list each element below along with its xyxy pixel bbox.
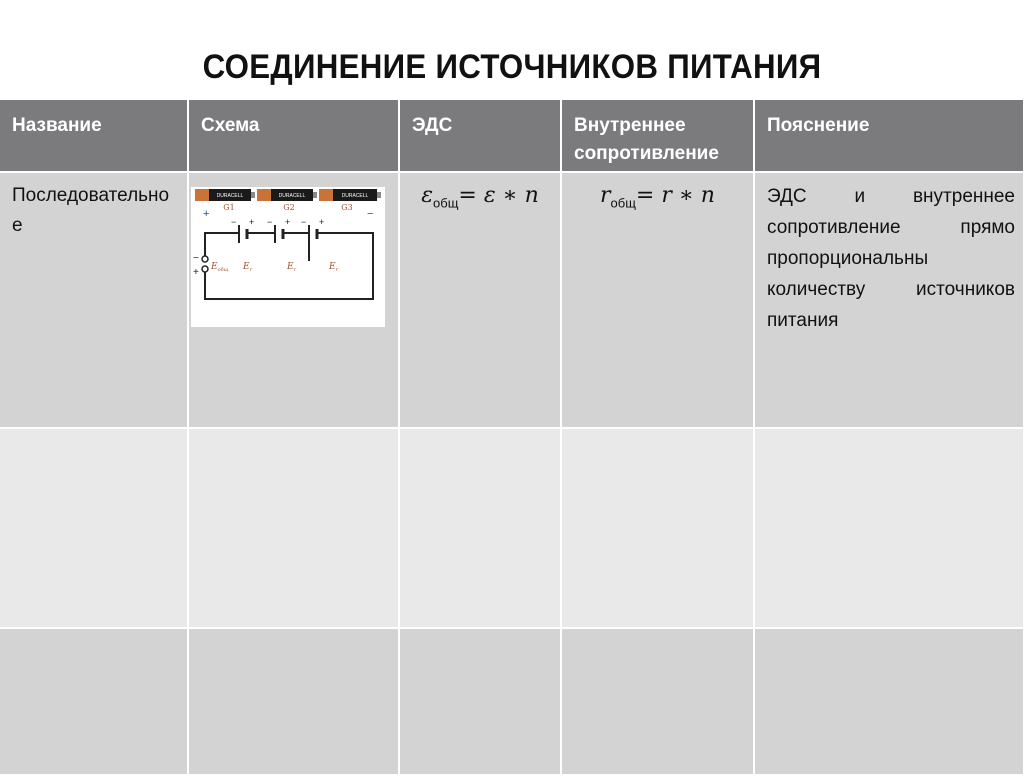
header-explanation: Пояснение xyxy=(754,100,1024,172)
svg-text:+: + xyxy=(249,217,255,227)
page-title: СОЕДИНЕНИЕ ИСТОЧНИКОВ ПИТАНИЯ xyxy=(202,48,822,86)
empty-cell xyxy=(0,628,188,775)
battery-g3 xyxy=(319,189,381,201)
table-row xyxy=(0,628,1024,775)
empty-cell xyxy=(188,628,399,775)
header-name: Название xyxy=(0,100,188,172)
svg-text:+: + xyxy=(285,217,291,227)
label-g2: G2 xyxy=(283,203,295,212)
emf-formula: $\varepsilon_{общ}= \varepsilon$ ∗ n xyxy=(421,183,539,211)
explanation-text: ЭДС и внутреннее сопротивление прямо пропорциональны количеству источников питания xyxy=(767,186,1015,331)
connection-table xyxy=(0,100,1024,776)
plus-sign-terminal: + xyxy=(193,267,199,278)
empty-cell xyxy=(399,628,561,775)
minus-sign-top: − xyxy=(367,208,374,220)
label-g1: G1 xyxy=(223,203,235,212)
battery-g2 xyxy=(257,189,317,201)
emf-label-1: $E_r$ xyxy=(243,262,252,273)
svg-text:−: − xyxy=(301,217,307,227)
emf-label-2: $E_r$ xyxy=(287,262,296,273)
battery-g1 xyxy=(195,189,255,201)
minus-sign-terminal: − xyxy=(193,253,199,264)
connection-type-label: Последовательное xyxy=(12,185,170,236)
plus-sign-top: + xyxy=(203,208,210,220)
svg-text:DURACELL: DURACELL xyxy=(341,193,369,199)
resistance-formula: $r_{общ}= r$ ∗ n xyxy=(600,183,715,211)
cell-internal-resistance xyxy=(561,172,754,428)
table-row xyxy=(0,428,1024,628)
svg-text:−: − xyxy=(267,217,273,227)
table-header-row xyxy=(0,100,1024,172)
empty-cell xyxy=(561,628,754,775)
cell-name xyxy=(0,172,188,428)
label-g3: G3 xyxy=(341,203,353,212)
empty-cell xyxy=(188,428,399,628)
empty-cell xyxy=(561,428,754,628)
cell-schema xyxy=(188,172,399,428)
svg-text:−: − xyxy=(231,217,237,227)
header-internal-resistance: Внутреннее сопротивление xyxy=(561,100,754,172)
svg-text:DURACELL: DURACELL xyxy=(216,193,244,199)
emf-total-label: $E_{общ}$ xyxy=(211,262,229,273)
svg-text:DURACELL: DURACELL xyxy=(278,193,306,199)
header-emf: ЭДС xyxy=(399,100,561,172)
header-schema: Схема xyxy=(188,100,399,172)
empty-cell xyxy=(399,428,561,628)
empty-cell xyxy=(0,428,188,628)
svg-text:+: + xyxy=(319,217,325,227)
empty-cell xyxy=(754,428,1024,628)
table-row xyxy=(0,172,1024,428)
emf-label-3: $E_r$ xyxy=(329,262,338,273)
cell-emf xyxy=(399,172,561,428)
series-circuit-diagram xyxy=(191,187,385,327)
empty-cell xyxy=(754,628,1024,775)
cell-explanation xyxy=(754,172,1024,428)
